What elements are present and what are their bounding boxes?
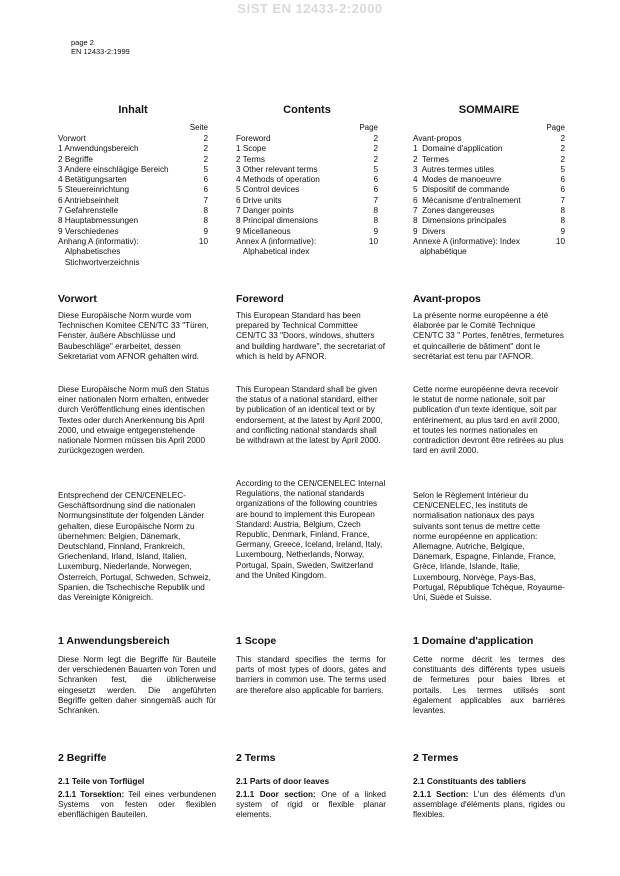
toc-entry-page: 10 — [198, 236, 208, 246]
toc-entry — [58, 165, 208, 175]
toc-entry-label: 7 Danger points — [236, 206, 294, 216]
toc-entry-page: 2 — [373, 134, 378, 143]
scope-title-de: 1 Anwendungsbereich — [58, 635, 170, 647]
toc-entry — [58, 258, 208, 268]
toc-entry — [58, 247, 208, 257]
toc-entry — [236, 144, 378, 154]
toc-entry-page — [372, 247, 378, 257]
toc-entry — [236, 155, 378, 165]
toc-french — [413, 104, 565, 258]
toc-entry — [413, 165, 565, 175]
toc-entry-page: 10 — [368, 236, 378, 246]
toc-entry-label: 8 Dimensions principales — [413, 216, 507, 226]
foreword-paragraph-de: Entsprechend der CEN/CENELEC-Geschäftsordnung sind die nationalen Normungsinstitute der folgenden Länder gehalten, diese Europäische Norm zu übernehmen: Belgien, Dänemark, Deutschland, Finnland, Frankreich, Griechenland, Irland, Island, Italien, Luxemburg, Niederlande, Norwegen, Österreich, Portugal, Schweden, Schweiz, Spanien, die Tschechische Republik und das Vereinigte Königreich. — [58, 491, 211, 603]
toc-entry-page: 2 — [560, 154, 565, 164]
toc-entry-label: Alphabetical index — [236, 247, 310, 257]
toc-entry — [236, 237, 378, 247]
toc-entry-page: 6 — [203, 185, 208, 195]
toc-entry-label: 6 Antriebseinheit — [58, 195, 119, 205]
toc-entry-page: 5 — [203, 164, 208, 174]
foreword-title-fr: Avant-propos — [413, 293, 481, 305]
toc-entry-label: 9 Micellaneous — [236, 226, 291, 236]
toc-title: SOMMAIRE — [458, 104, 520, 116]
toc-entry — [413, 134, 565, 144]
toc-entry-page: 6 — [203, 175, 208, 185]
toc-entry-label: 5 Control devices — [236, 185, 300, 195]
toc-entry-label: 6 Mécanisme d'entraînement — [413, 195, 521, 205]
toc-entry — [413, 216, 565, 226]
toc-entry — [236, 196, 378, 206]
toc-entry-label: 5 Steuereinrichtung — [58, 185, 130, 195]
toc-entry — [413, 185, 565, 195]
foreword-paragraph-de: Diese Europäische Norm muß den Status einer nationalen Norm erhalten, entweder durch Veröffentlichung eines identischen Textes oder durch Anerkennung bis April 2000, und etwaige entgegenstehende nationale Normen müssen bis April 2000 zurückgezogen werden. — [58, 385, 210, 456]
subsection-title-de: 2.1 Teile von Torflügel — [58, 776, 145, 786]
toc-entry — [236, 134, 378, 144]
toc-entry-label: 3 Other relevant terms — [236, 164, 318, 174]
toc-entry-label: 2 Begriffe — [58, 154, 93, 164]
subsection-title-en: 2.1 Parts of door leaves — [236, 776, 330, 786]
toc-entry-page: 6 — [560, 185, 565, 195]
toc-entry — [58, 185, 208, 195]
foreword-paragraph-fr: Cette norme européenne devra recevoir le statut de norme nationale, soit par publication d'un texte identique, soit par entérinement, au plus tard en avril 2000, et toutes les normes nationales en contradiction devront être retirées au plus tard en avril 2000. — [413, 385, 564, 456]
toc-entry-page: 8 — [373, 206, 378, 216]
scope-text-de: Diese Norm legt die Begriffe für Bauteile der verschiedenen Bauarten von Toren und Schranken fest, die üblicherweise eingesetzt werden. Die angeführten Begriffe gelten daher sinngemäß auch für Schranken. — [58, 655, 216, 716]
foreword-title-en: Foreword — [236, 293, 284, 305]
definition-text: Teil eines verbundenen Systems von festen oder flexiblen ebenflächigen Bauteilen. — [58, 790, 216, 820]
toc-entry-label: 1 Anwendungsbereich — [58, 144, 139, 154]
definition-en — [236, 790, 386, 821]
toc-entry-page: 7 — [373, 195, 378, 205]
toc-entry-page: 5 — [560, 164, 565, 174]
toc-entry — [236, 185, 378, 195]
toc-entry-page: 6 — [560, 175, 565, 185]
toc-entry-label: 3 Andere einschlägige Bereich — [58, 164, 169, 174]
foreword-paragraph-en: This European Standard has been prepared by Technical Committee CEN/TC 33 "Doors, windows, shutters and building hardware", the secretariat of which is held by AFNOR. — [236, 311, 386, 361]
toc-entry — [58, 175, 208, 185]
toc-title: Contents — [283, 104, 331, 116]
definition-de — [58, 790, 216, 821]
toc-entry — [236, 175, 378, 185]
toc-entry-label: 2 Terms — [236, 154, 265, 164]
toc-entry — [236, 227, 378, 237]
toc-entry-page: 5 — [373, 164, 378, 174]
toc-entry-page: 2 — [203, 154, 208, 164]
page-number: page 2 — [71, 38, 94, 47]
definition-term: 2.1.1 Section: — [413, 790, 469, 799]
foreword-title-de: Vorwort — [58, 293, 97, 305]
subsection-title-fr: 2.1 Constituants des tabliers — [413, 776, 526, 786]
foreword-paragraph-fr: Selon le Règlement Intérieur du CEN/CENELEC, les instituts de normalisation nationaux des pays suivants sont tenus de mettre cette norme européenne en application: Allemagne, Autriche, Belgique, Danemark, Espagne, Finlande, France, Grèce, Irlande, Islande, Italie, Luxembourg, Norvège, Pays-Bas, Portugal, République Tchèque, Royaume-Uni, Suède et Suisse. — [413, 491, 565, 603]
toc-entry-page: 2 — [560, 134, 565, 143]
terms-title-fr: 2 Termes — [413, 752, 459, 764]
toc-entry-label: Vorwort — [58, 134, 86, 143]
toc-entry — [58, 206, 208, 216]
toc-entry — [236, 165, 378, 175]
definition-term: 2.1.1 Torsektion: — [58, 790, 125, 799]
toc-entry-page: 8 — [560, 216, 565, 226]
toc-entry-page: 9 — [203, 226, 208, 236]
toc-entry-label: Anhang A (informativ): — [58, 236, 139, 246]
toc-entry-page: 8 — [373, 216, 378, 226]
toc-entry-label: 1 Scope — [236, 144, 267, 154]
toc-entry — [236, 216, 378, 226]
toc-entry — [58, 144, 208, 154]
toc-entry-page: 8 — [560, 206, 565, 216]
toc-entry-label: Stichwortverzeichnis — [58, 257, 140, 267]
toc-entry — [413, 206, 565, 216]
toc-entry-label: 9 Verschiedenes — [58, 226, 119, 236]
toc-entry — [58, 216, 208, 226]
toc-entry-label: Annexe A (informative): Index — [413, 236, 520, 246]
toc-entry — [413, 155, 565, 165]
document-id: EN 12433-2:1999 — [71, 47, 130, 56]
toc-entry-label: 9 Divers — [413, 226, 446, 236]
scope-text-en: This standard specifies the terms for parts of most types of doors, gates and barriers in common use. The terms used are therefore also applicable for barriers. — [236, 655, 386, 695]
toc-list — [236, 134, 378, 258]
toc-entry-label: Alphabetisches — [58, 247, 121, 257]
toc-entry-page: 7 — [560, 195, 565, 205]
toc-entry-page: 7 — [203, 195, 208, 205]
toc-page-header: Page — [359, 123, 378, 132]
toc-entry — [58, 155, 208, 165]
toc-entry-page: 2 — [373, 154, 378, 164]
toc-entry — [413, 144, 565, 154]
toc-entry — [58, 134, 208, 144]
toc-english — [236, 104, 378, 258]
toc-entry-label: 2 Termes — [413, 154, 449, 164]
toc-list — [413, 134, 565, 258]
watermark: SIST EN 12433-2:2000 — [237, 1, 383, 16]
definition-text: One of a linked system of rigid or flexible planar elements. — [236, 790, 386, 820]
toc-entry — [413, 247, 565, 257]
toc-entry-page: 2 — [203, 134, 208, 143]
terms-title-en: 2 Terms — [236, 752, 276, 764]
toc-entry-page: 9 — [373, 226, 378, 236]
toc-entry-page — [202, 258, 208, 268]
toc-entry-page: 10 — [555, 236, 565, 246]
toc-entry — [236, 206, 378, 216]
toc-entry-label: 8 Hauptabmessungen — [58, 216, 139, 226]
toc-entry-page: 2 — [373, 144, 378, 154]
toc-entry-page: 8 — [203, 216, 208, 226]
toc-entry-label: 4 Betätigungsarten — [58, 175, 127, 185]
toc-entry-page: 8 — [203, 206, 208, 216]
scope-text-fr: Cette norme décrit les termes des constituants des différents types usuels de fermetures pour baies libres et portails. Les termes utilisés sont également applicables aux barrières levantes. — [413, 655, 565, 716]
toc-entry-label: 3 Autres termes utiles — [413, 164, 494, 174]
toc-entry — [413, 237, 565, 247]
toc-entry-label: alphabétique — [413, 247, 467, 257]
toc-entry-label: 6 Drive units — [236, 195, 282, 205]
toc-entry-label: 8 Principal dimensions — [236, 216, 318, 226]
toc-entry — [58, 196, 208, 206]
toc-entry — [413, 175, 565, 185]
toc-entry — [236, 247, 378, 257]
toc-entry — [413, 227, 565, 237]
foreword-paragraph-en: This European Standard shall be given the status of a national standard, either by publication of an identical text or by endorsement, at the latest by April 2000, and conflicting national standards shall be withdrawn at the latest by April 2000. — [236, 385, 383, 446]
toc-entry-label: Annex A (informative): — [236, 236, 317, 246]
foreword-paragraph-de: Diese Europäische Norm wurde vom Technischen Komitee CEN/TC 33 "Türen, Fenster, äußere Abschlüsse und Baubeschläge" erarbeitet, dessen Sekretariat vom AFNOR gehalten wird. — [58, 311, 209, 361]
toc-entry-label: 7 Gefahrenstelle — [58, 206, 119, 216]
toc-entry-page — [559, 247, 565, 257]
toc-entry-page: 6 — [373, 185, 378, 195]
toc-entry-page: 9 — [560, 226, 565, 236]
definition-fr — [413, 790, 565, 821]
toc-list — [58, 134, 208, 268]
terms-title-de: 2 Begriffe — [58, 752, 107, 764]
toc-entry-page — [202, 247, 208, 257]
foreword-paragraph-en: According to the CEN/CENELEC Internal Regulations, the national standards organizations of the following countries are bound to implement this European Standard: Austria, Belgium, Czech Republic, Denmark, Finland, France, Germany, Greece, Iceland, Ireland, Italy, Luxembourg, Netherlands, Norway, Portugal, Spain, Sweden, Switzerland and the United Kingdom. — [236, 479, 386, 580]
toc-entry-page: 2 — [560, 144, 565, 154]
toc-entry-label: 7 Zones dangereuses — [413, 206, 495, 216]
toc-entry-label: 4 Modes de manoeuvre — [413, 175, 502, 185]
foreword-paragraph-fr: La présente norme européenne a été élaborée par le Comité Technique CEN/TC 33 " Portes, fenêtres, fermetures et quincaillerie de bâtiment" dont le secrétariat est tenu par l'AFNOR. — [413, 311, 564, 361]
page-meta — [71, 38, 130, 56]
toc-entry-page: 2 — [203, 144, 208, 154]
toc-entry-label: Foreword — [236, 134, 271, 143]
toc-title: Inhalt — [118, 104, 148, 116]
definition-text: L'un des éléments d'un assemblage d'éléments plans, rigides ou flexibles. — [413, 790, 565, 820]
definition-term: 2.1.1 Door section: — [236, 790, 316, 799]
toc-entry-label: Avant-propos — [413, 134, 462, 143]
toc-entry-label: 1 Domaine d'application — [413, 144, 503, 154]
scope-title-fr: 1 Domaine d'application — [413, 635, 534, 647]
toc-german — [58, 104, 208, 268]
scope-title-en: 1 Scope — [236, 635, 277, 647]
toc-page-header: Seite — [189, 123, 208, 132]
toc-entry-label: 5 Dispositif de commande — [413, 185, 510, 195]
toc-entry — [58, 227, 208, 237]
toc-entry-page: 6 — [373, 175, 378, 185]
toc-entry — [413, 196, 565, 206]
toc-entry-label: 4 Methods of operation — [236, 175, 320, 185]
toc-entry — [58, 237, 208, 247]
toc-page-header: Page — [546, 123, 565, 132]
